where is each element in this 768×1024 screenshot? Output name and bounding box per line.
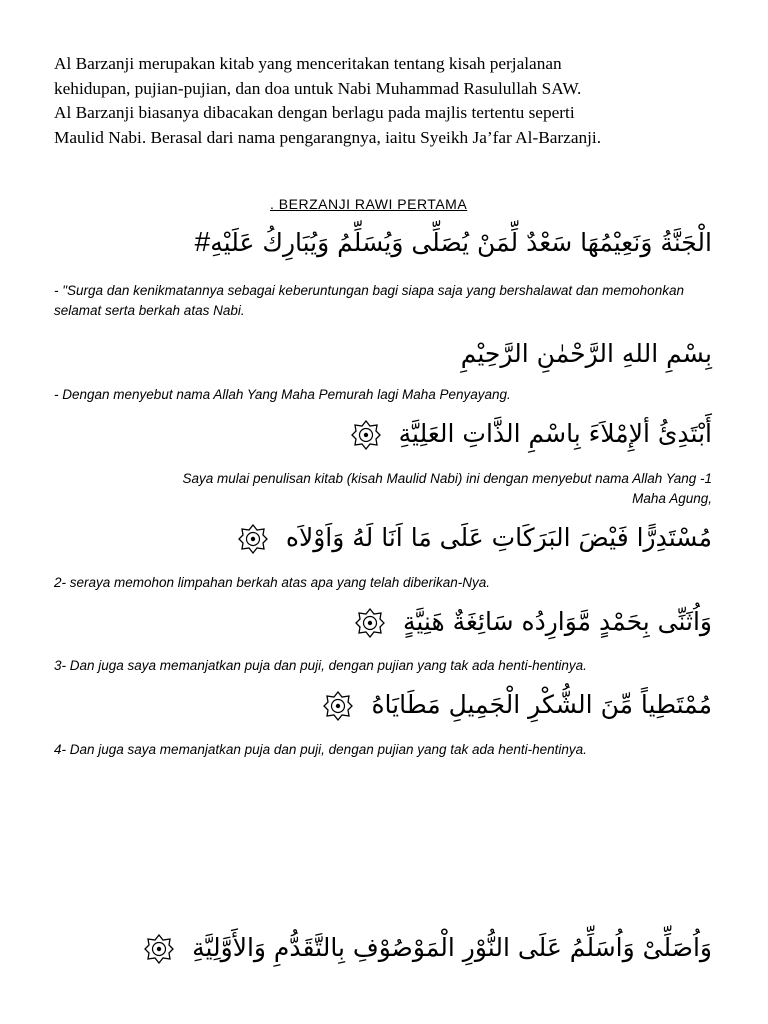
- intro-line: kehidupan, pujian-pujian, dan doa untuk Nabi Muhammad Rasulullah SAW.: [54, 78, 582, 98]
- verse-end-ornament-icon: [144, 934, 174, 964]
- hash-marker: #: [194, 226, 211, 257]
- translation: [56, 469, 712, 509]
- arabic-verse: [323, 685, 712, 725]
- translation: 3- Dan juga saya memanjatkan puja dan puji, dengan pujian yang tak ada henti-hentinya.: [54, 658, 587, 673]
- verse-text: الْجَنَّةُ وَنَعِيْمُهَا سَعْدٌ لِّمَنْ يُصَلِّى وَيُسَلِّمُ وَيُبَارِكُ عَلَيْهِ: [210, 228, 712, 257]
- translation-line: Saya mulai penulisan kitab (kisah Maulid Nabi) ini dengan menyebut nama Allah Yang -1: [182, 471, 712, 486]
- verse-end-ornament-icon: [355, 608, 385, 638]
- verse-text: بِسْمِ اللهِ الرَّحْمٰنِ الرَّحِيْمِ: [460, 339, 712, 368]
- verse-text: مُمْتَطِياً مِّنَ الشُّكْرِ الْجَمِيلِ مَطَايَاهُ: [371, 690, 712, 719]
- translation-line: ,Maha Agung: [632, 491, 712, 506]
- intro-line: Al Barzanji biasanya dibacakan dengan berlagu pada majlis tertentu seperti: [54, 103, 575, 122]
- intro-line: Al Barzanji merupakan kitab yang menceritakan tentang kisah perjalanan: [54, 54, 562, 73]
- arabic-verse: [144, 928, 712, 968]
- section-heading: . BERZANJI RAWI PERTAMA: [270, 196, 468, 212]
- arabic-verse: [238, 518, 712, 558]
- arabic-verse: [355, 602, 712, 642]
- verse-text: أَبْتَدِئُ ألإِمْلاَءَ بِاسْمِ الذَّاتِ العَلِيَّةِ: [398, 419, 712, 448]
- arabic-verse: [181, 222, 712, 263]
- intro-line: Maulid Nabi. Berasal dari nama pengarangnya, iaitu Syeikh Ja’far Al-Barzanji.: [54, 127, 602, 147]
- verse-end-ornament-icon: [238, 524, 268, 554]
- translation: 4- Dan juga saya memanjatkan puja dan puji, dengan pujian yang tak ada henti-hentinya.: [54, 742, 587, 757]
- verse-end-ornament-icon: [351, 420, 381, 450]
- intro-paragraph: [54, 52, 734, 150]
- verse-end-ornament-icon: [323, 691, 353, 721]
- arabic-verse: [461, 334, 712, 374]
- verse-text: وَاُصَلِّىْ وَاُسَلِّمُ عَلَى النُّوْرِ الْمَوْصُوْفِ بِالتَّقَدُّمِ وَالأَوَّلِيَّةِ: [192, 933, 712, 962]
- translation: - "Surga dan kenikmatannya sebagai keberuntungan bagi siapa saja yang bershalawat dan memohonkan selamat serta berkah atas Nabi.: [54, 283, 684, 318]
- translation: - Dengan menyebut nama Allah Yang Maha Pemurah lagi Maha Penyayang.: [54, 387, 511, 402]
- translation: 2- seraya memohon limpahan berkah atas apa yang telah diberikan-Nya.: [54, 575, 491, 590]
- verse-text: وَاُثَنِّى بِحَمْدٍ مَّوَارِدُه سَائِغَةٌ هَنِيَّةٍ: [402, 607, 712, 636]
- arabic-verse: [351, 414, 712, 454]
- verse-text: مُسْتَدِرًّا فَيْضَ البَرَكَاتِ عَلَى مَا اَنَا لَهُ وَاَوْلاَه: [285, 523, 712, 552]
